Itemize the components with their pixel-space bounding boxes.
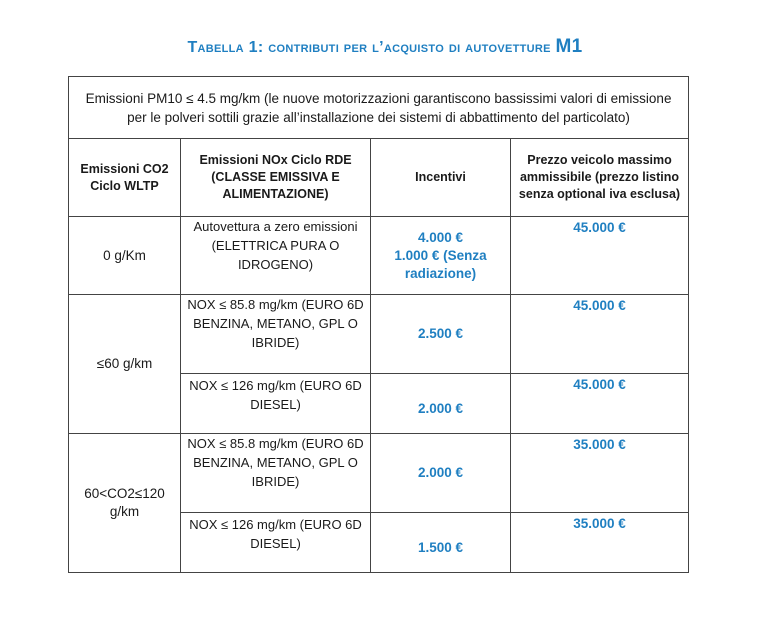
price-cell: 45.000 € [511, 295, 689, 374]
header-co2: Emissioni CO2 Ciclo WLTP [69, 139, 181, 217]
incentive-value-no-scrapping: 1.000 € (Senza radiazione) [394, 248, 487, 281]
table-row [69, 434, 689, 513]
price-cell: 45.000 € [511, 217, 689, 295]
price-cell: 45.000 € [511, 374, 689, 434]
table-title [0, 36, 770, 58]
header-incentivi: Incentivi [371, 139, 511, 217]
price-cell: 35.000 € [511, 434, 689, 513]
incentives-table [68, 76, 689, 573]
incentive-value: 4.000 € [417, 230, 464, 245]
price-cell: 35.000 € [511, 513, 689, 573]
co2-cell: 0 g/Km [69, 217, 181, 295]
table-row [69, 295, 689, 374]
incentive-cell: 2.000 € [371, 374, 511, 434]
co2-cell: ≤60 g/km [69, 295, 181, 434]
table-title-code: M1 [555, 36, 583, 57]
table-title-text: Tabella 1: contributi per l’acquisto di autovetture [187, 39, 551, 56]
incentive-cell [371, 217, 511, 295]
nox-cell: NOX ≤ 85.8 mg/km (EURO 6D BENZINA, METANO, GPL O IBRIDE) [181, 434, 371, 513]
intro-row [69, 77, 689, 139]
header-prezzo: Prezzo veicolo massimo ammissibile (prezzo listino senza optional iva esclusa) [511, 139, 689, 217]
nox-cell: NOX ≤ 126 mg/km (EURO 6D DIESEL) [181, 513, 371, 573]
incentive-cell: 1.500 € [371, 513, 511, 573]
table-row [69, 217, 689, 295]
nox-cell: NOX ≤ 126 mg/km (EURO 6D DIESEL) [181, 374, 371, 434]
incentive-cell: 2.000 € [371, 434, 511, 513]
header-nox: Emissioni NOx Ciclo RDE (CLASSE EMISSIVA E ALIMENTAZIONE) [181, 139, 371, 217]
pm10-intro-cell: Emissioni PM10 ≤ 4.5 mg/km (le nuove motorizzazioni garantiscono bassissimi valori di emissione per le polveri sottili grazie all’installazione dei sistemi di abbattimento del particolato) [69, 77, 689, 139]
nox-cell: Autovettura a zero emissioni (ELETTRICA PURA O IDROGENO) [181, 217, 371, 295]
nox-cell: NOX ≤ 85.8 mg/km (EURO 6D BENZINA, METANO, GPL O IBRIDE) [181, 295, 371, 374]
header-row [69, 139, 689, 217]
incentive-cell: 2.500 € [371, 295, 511, 374]
co2-cell: 60<CO2≤120 g/km [69, 434, 181, 573]
